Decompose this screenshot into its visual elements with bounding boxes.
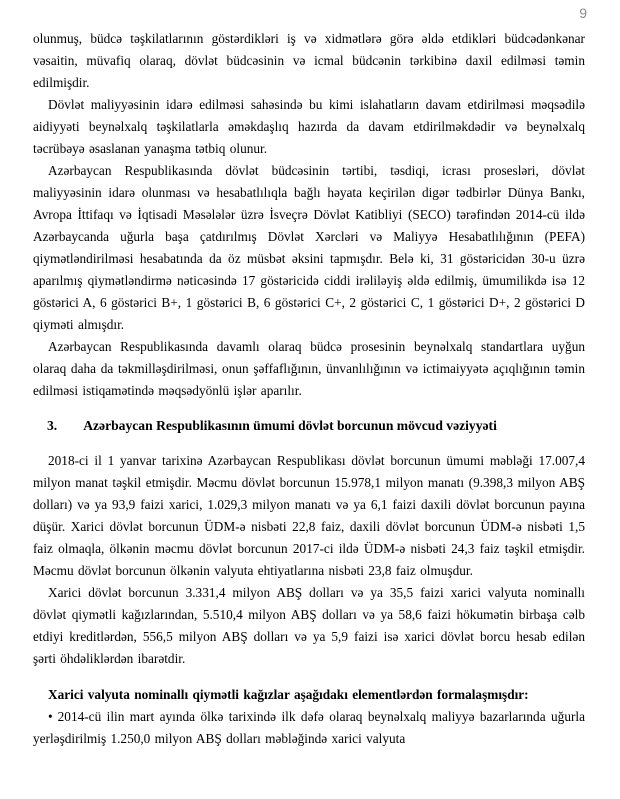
page-number: 9 <box>579 5 587 21</box>
paragraph-debt-overview: 2018-ci il 1 yanvar tarixinə Azərbaycan Respublikası dövlət borcunun ümumi məbləği 17.007,4 milyon manat təşkil etmişdir. Məcmu dövlət borcunun 15.978,1 milyon manatı (9.398,3 milyon ABŞ dolları) və ya 93,9 faizi xarici, 1.029,3 milyon manatı və ya 6,1 faizi daxili dövlət borcunun payına düşür. Xarici dövlət borcunun ÜDM-ə nisbəti 22,8 faiz, daxili dövlət borcunun ÜDM-ə nisbəti 1,5 faiz olmaqla, ölkənin məcmu dövlət borcunun 2017-ci ildə ÜDM-ə nisbəti 24,3 faiz təşkil etmişdir. Məcmu dövlət borcunun ölkənin valyuta ehtiyatlarına nisbəti 23,8 faiz olmuşdur. <box>33 453 585 578</box>
paragraph-budget-improvement: Azərbaycan Respublikasında davamlı olaraq büdcə prosesinin beynəlxalq standartlara uyğun olaraq daha da təkmilləşdirilməsi, onun şəffaflığının, ünvanlılığının və ictimaiyyətə açıqlığının təmin edilməsi istiqamətində məqsədyönlü işlər aparılır. <box>33 339 585 398</box>
paragraph-pefa-assessment: Azərbaycan Respublikasında dövlət büdcəsinin tərtibi, təsdiqi, icrası prosesləri, dövlət maliyyəsinin idarə olunması və hesabatlılıqla bağlı həyata keçirilən digər tədbirlər Dünya Bankı, Avropa İttifaqı və İqtisadi Məsələlər üzrə İsveçrə Dövlət Katibliyi (SECO) tərəfindən 2014-cü ildə Azərbaycanda uğurla başa çatdırılmış Dövlət Xərcləri və Maliyyə Hesabatlılığının (PEFA) qiymətləndirilməsi hesabatında da öz müsbət əksini tapmışdır. Belə ki, 31 göstəricidən 30-u üzrə aparılmış qiymətləndirmə nəticəsində 17 göstəricidə ciddi irəliləyiş əldə edilmiş, ümumilikdə isə 12 göstərici A, 6 göstərici B+, 1 göstərici B, 6 göstərici C+, 2 göstərici C, 1 göstərici D+, 2 göstərici D qiyməti almışdır. <box>33 163 585 332</box>
bullet-item-eurobond <box>33 706 585 750</box>
section-title: Azərbaycan Respublikasının ümumi dövlət borcunun mövcud vəziyyəti <box>83 418 497 433</box>
paragraph-extrabudget-funds: olunmuş, büdcə təşkilatlarının göstərdikləri iş və xidmətlərə görə əldə etdikləri büdcədənkənar vəsaitin, müvafiq olaraq, dövlət büdcəsinin və icmal büdcənin tərkibinə daxil edilməsi təmin edilmişdir. <box>33 31 585 90</box>
bullet-text: 2014-cü ilin mart ayında ölkə tarixində ilk dəfə olaraq beynəlxalq maliyyə bazarlarında uğurla yerləşdirilmiş 1.250,0 milyon ABŞ dolları məbləğində xarici valyuta <box>33 709 585 746</box>
bullet-icon: • <box>48 709 53 724</box>
paragraph-pfm-cooperation: Dövlət maliyyəsinin idarə edilməsi sahəsində bu kimi islahatların davam etdirilməsi məqsədilə aidiyyəti beynəlxalq təşkilatlarla əməkdaşlıq hazırda da davam etdirilməkdədir və beynəlxalq təcrübəyə əsaslanan yanaşma tətbiq olunur. <box>33 97 585 156</box>
section-number: 3. <box>47 418 58 433</box>
document-content <box>33 28 585 750</box>
paragraph-securities-intro: Xarici valyuta nominallı qiymətli kağızlar aşağıdakı elementlərdən formalaşmışdır: <box>48 687 529 702</box>
section-heading <box>33 415 585 437</box>
paragraph-external-debt-composition: Xarici dövlət borcunun 3.331,4 milyon ABŞ dolları və ya 35,5 faizi xarici valyuta nominallı dövlət qiymətli kağızlarından, 5.510,4 milyon ABŞ dolları və ya 58,6 faizi hökumətin birbaşa cəlb etdiyi kreditlərdən, 556,5 milyon ABŞ dolları və ya 5,9 faizi isə xarici dövlət borcu hesab edilən şərti öhdəliklərdən ibarətdir. <box>33 585 585 666</box>
